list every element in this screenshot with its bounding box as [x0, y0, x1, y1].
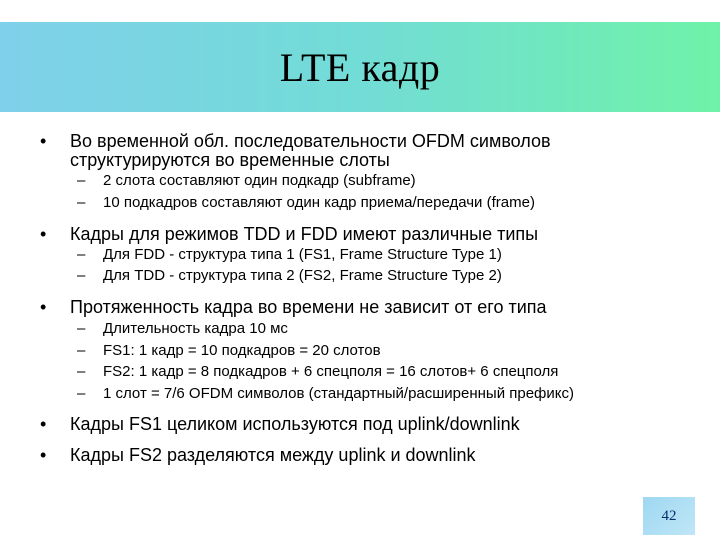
bullet-marker: •: [40, 297, 47, 317]
bullet-marker: •: [40, 224, 47, 244]
sub-bullet-marker: –: [77, 320, 86, 337]
sub-bullet-marker: –: [77, 172, 86, 189]
sub-bullet-marker: –: [77, 385, 86, 402]
sub-bullet-marker: –: [77, 267, 86, 284]
bullet-marker: •: [40, 445, 47, 465]
bullet-marker: •: [40, 131, 47, 151]
bullet-text: Протяженность кадра во времени не зависит от его типа: [70, 297, 547, 317]
title-bar: [0, 22, 720, 112]
sub-bullet-text: Для FDD - структура типа 1 (FS1, Frame Structure Type 1): [103, 246, 502, 263]
sub-bullet-marker: –: [77, 246, 86, 263]
sub-bullet-text: 2 слота составляют один подкадр (subframe): [103, 172, 416, 189]
sub-bullet-marker: –: [77, 194, 86, 211]
bullet-text: Кадры для режимов TDD и FDD имеют различные типы: [70, 224, 539, 244]
sub-bullet-marker: –: [77, 342, 86, 359]
bullet-text: Кадры FS2 разделяются между uplink и downlink: [70, 445, 476, 465]
sub-bullet-text: 10 подкадров составляют один кадр приема/передачи (frame): [103, 194, 535, 211]
slide-title: LTE кадр: [279, 44, 441, 90]
bullet-text: Кадры FS1 целиком используются под uplink/downlink: [70, 414, 520, 434]
sub-bullet-marker: –: [77, 363, 86, 380]
page-number: 42: [661, 507, 677, 524]
sub-bullet-text: Длительность кадра 10 мс: [103, 320, 288, 337]
sub-bullet-text: FS2: 1 кадр = 8 подкадров + 6 спецполя = 16 слотов+ 6 спецполя: [103, 363, 559, 380]
bullet-marker: •: [40, 414, 47, 434]
sub-bullet-text: FS1: 1 кадр = 10 подкадров = 20 слотов: [103, 342, 381, 359]
page-number-badge: [643, 497, 695, 535]
bullet-text-continued: структурируются во временные слоты: [70, 150, 390, 170]
sub-bullet-text: Для TDD - структура типа 2 (FS2, Frame Structure Type 2): [103, 267, 502, 284]
bullet-text: Во временной обл. последовательности OFDM символов: [70, 131, 551, 151]
sub-bullet-text: 1 слот = 7/6 OFDM символов (стандартный/расширенный префикс): [103, 385, 574, 402]
